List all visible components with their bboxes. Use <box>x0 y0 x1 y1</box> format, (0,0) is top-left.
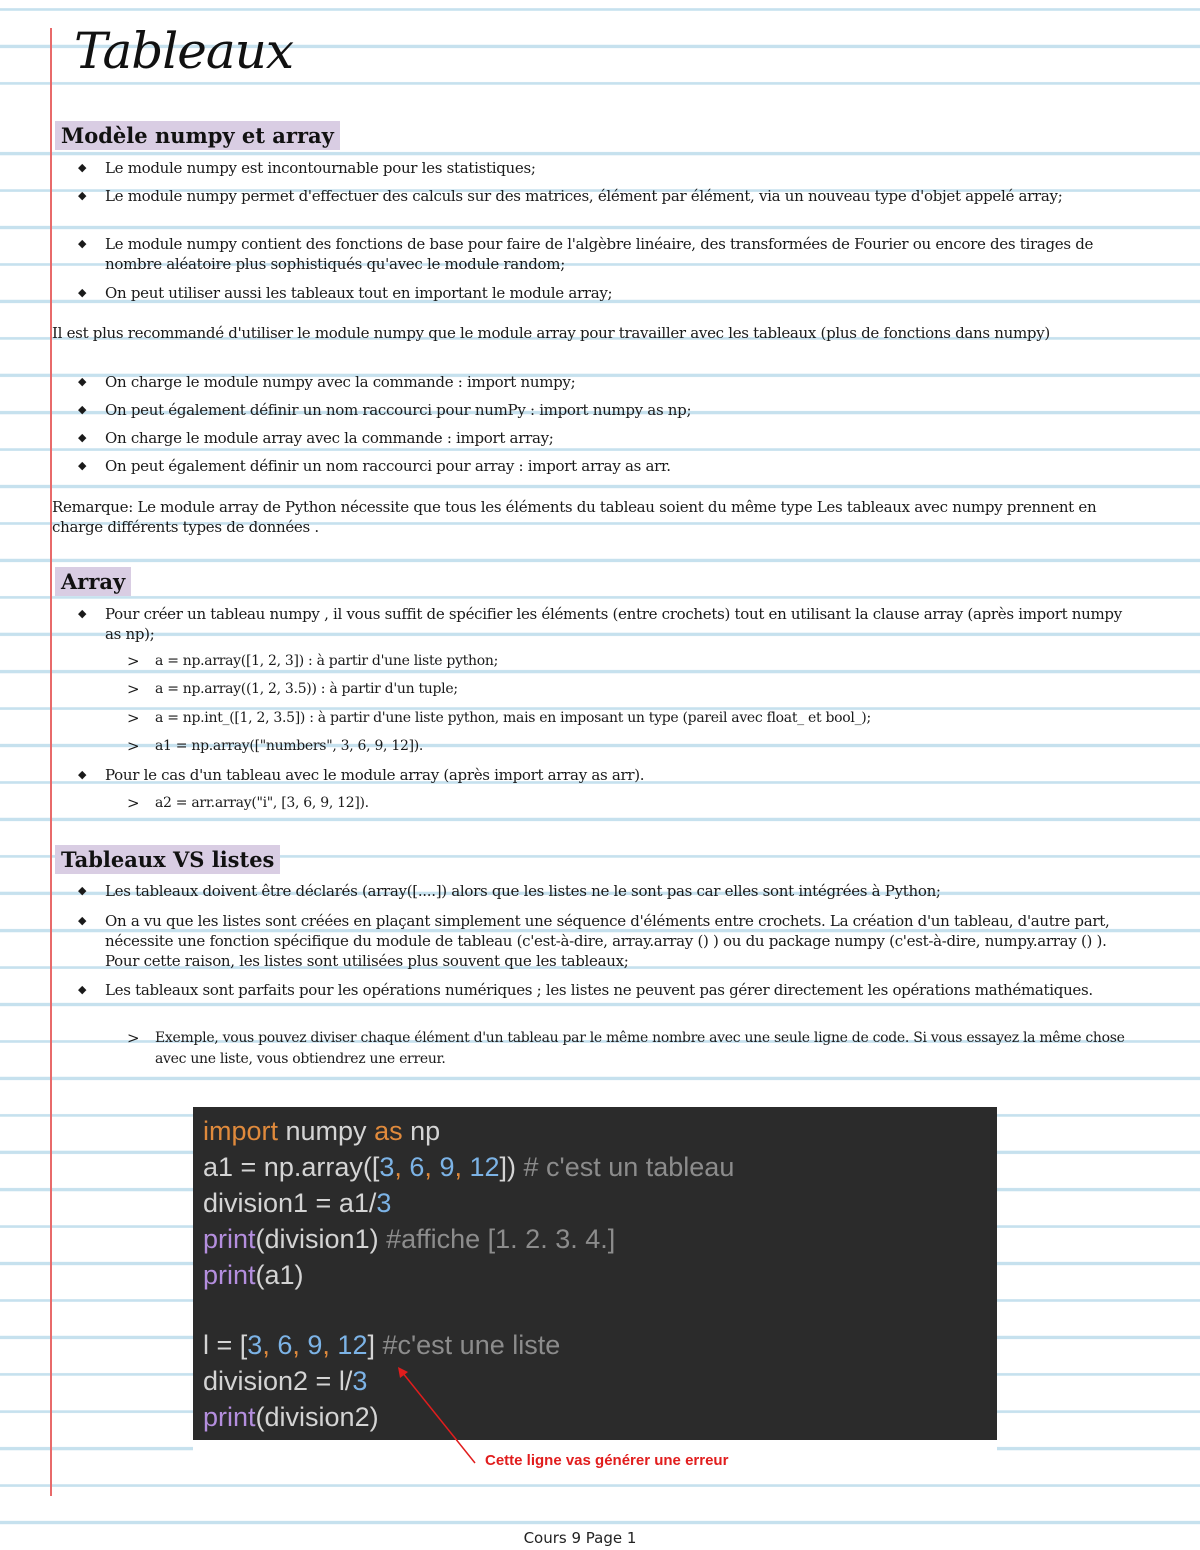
list-item: ◆ On a vu que les listes sont créées en plaçant simplement une séquence d'éléments entre crochets. La création d'un tableau, d'autre part, nécessite une fonction spécifique du module de tableau (c'est-à-dire, array.array () ) ou du package numpy (c'est-à-dire, numpy.array () ). Pour cette raison, les listes sont utilisées plus souvent que les tableaux; <box>105 911 1135 971</box>
list-item: ◆ On peut également définir un nom raccourci pour numPy : import numpy as np; <box>105 400 1135 420</box>
code-line: division1 = a1/3 <box>203 1188 392 1218</box>
list-item: ◆ Le module numpy permet d'effectuer des calculs sur des matrices, élément par élément, via un nouveau type d'objet appelé array; <box>105 186 1135 206</box>
page-footer: Cours 9 Page 1 <box>523 1529 637 1547</box>
list-item: ◆ On peut également définir un nom raccourci pour array : import array as arr. <box>105 456 1135 476</box>
sub-list-item: > a2 = arr.array("i", [3, 6, 9, 12]). <box>155 793 1125 814</box>
code-line: a1 = np.array([3, 6, 9, 12]) # c'est un tableau <box>203 1152 735 1182</box>
section-heading-array: Array <box>55 567 131 596</box>
sub-list-item: > a1 = np.array(["numbers", 3, 6, 9, 12]). <box>155 736 1125 757</box>
list-item: ◆ On peut utiliser aussi les tableaux tout en important le module array; <box>105 283 1135 303</box>
list-item: ◆ Le module numpy contient des fonctions de base pour faire de l'algèbre linéaire, des transformées de Fourier ou encore des tirages de nombre aléatoire plus sophistiqués qu'avec le module random; <box>105 234 1135 274</box>
list-item: ◆ Les tableaux sont parfaits pour les opérations numériques ; les listes ne peuvent pas gérer directement les opérations mathématiques. <box>105 980 1135 1000</box>
code-line: division2 = l/3 <box>203 1366 368 1396</box>
list-item: ◆ On charge le module numpy avec la commande : import numpy; <box>105 372 1135 392</box>
list-item: ◆ On charge le module array avec la commande : import array; <box>105 428 1135 448</box>
list-item: ◆ Le module numpy est incontournable pour les statistiques; <box>105 158 1135 178</box>
sub-list-item: > a = np.array((1, 2, 3.5)) : à partir d'un tuple; <box>155 679 1125 700</box>
remark-paragraph: Remarque: Le module array de Python nécessite que tous les éléments du tableau soient du même type Les tableaux avec numpy prennent en charge différents types de données . <box>52 498 1097 536</box>
paragraph: Il est plus recommandé d'utiliser le module numpy que le module array pour travailler avec les tableaux (plus de fonctions dans numpy) <box>52 324 1050 342</box>
error-annotation: Cette ligne vas générer une erreur <box>485 1452 729 1469</box>
section-heading-vs: Tableaux VS listes <box>55 845 280 874</box>
sub-list-item: > Exemple, vous pouvez diviser chaque élément d'un tableau par le même nombre avec une seule ligne de code. Si vous essayez la même chose avec une liste, vous obtiendrez une erreur. <box>155 1028 1125 1070</box>
code-line: print(a1) <box>203 1260 304 1290</box>
code-line: l = [3, 6, 9, 12] #c'est une liste <box>203 1330 561 1360</box>
sub-list-item: > a = np.int_([1, 2, 3.5]) : à partir d'une liste python, mais en imposant un type (pareil avec float_ et bool_); <box>155 708 1125 729</box>
list-item: ◆ Les tableaux doivent être déclarés (array([....]) alors que les listes ne le sont pas car elles sont intégrées à Python; <box>105 881 1135 901</box>
list-item: ◆ Pour le cas d'un tableau avec le module array (après import array as arr). <box>105 765 1135 785</box>
code-line: print(division1) #affiche [1. 2. 3. 4.] <box>203 1224 616 1254</box>
page-title: Tableaux <box>74 22 294 80</box>
sub-list-item: > a = np.array([1, 2, 3]) : à partir d'une liste python; <box>155 651 1125 672</box>
code-line: print(division2) <box>203 1402 379 1432</box>
section-heading-modele: Modèle numpy et array <box>55 121 340 150</box>
list-item: ◆ Pour créer un tableau numpy , il vous suffit de spécifier les éléments (entre crochets) tout en utilisant la clause array (après import numpy as np); <box>105 604 1135 644</box>
code-line: import numpy as np <box>203 1116 441 1146</box>
